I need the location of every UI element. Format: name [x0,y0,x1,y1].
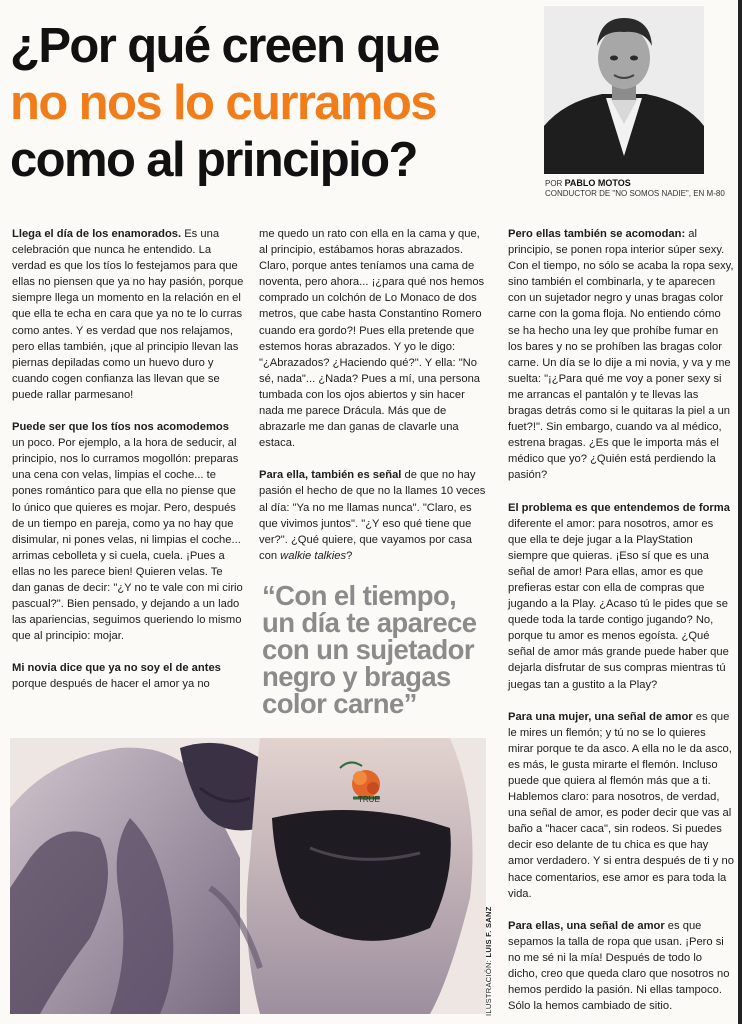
paragraph-text: Es una celebración que nunca he entendido. La verdad es que los tíos lo festejamos para que ellas no piensen que ya no hay pasión, porque siempre llega un momento en la relación en el que ella te echa en cara que ya no te lo curras como antes. Y es verdad que nos relajamos, pero ellas también, ¡que al principio llevan las piernas depiladas como un huevo duro y cuando cogen confianza las llevan que se puede rallar parmesano! [12,228,244,401]
paragraph [259,226,489,451]
paragraph-text: porque después de hacer el amor ya no [12,678,210,691]
paragraph-lead: El problema es que entendemos de forma [508,501,730,514]
headline-line-3: como al principio? [10,133,417,187]
headline-line-2: no nos lo curramos [10,76,436,130]
paragraph-lead: Llega el día de los enamorados. [12,228,182,240]
credit-label: ILUSTRACIÓN: [484,959,493,1016]
headline [10,18,530,189]
paragraph-text: al principio, se ponen ropa interior súper sexy. Con el tiempo, no sólo se acaba la ropa sexy, sino también el combinarla, y te aparecen con un sujetador negro y unas bragas color carne con la goma floja. No entiendo cómo se ha hecho una ley que prohíbe fumar en los bares y no se prohíben las bragas color carne. Un día se lo dije a mi novia, y va y me suelta: "¡¿Para qué me voy a poner sexy si me arrancas el pantalón y te llevas las bragas detrás como si le quitaras la piel a un fuet?!". Sin embargo, cuando va al médico, estrena bragas. ¿Es que le importa más el médico que yo? ¿Quién está perdiendo la pasión? [508,228,734,482]
paragraph [12,226,244,403]
paragraph [508,226,734,484]
paragraph-text: de que no hay pasión el hecho de que no la llames 10 veces al día: "Ya no me llamas nunca". "Claro, es que vivimos juntos". "¿Y eso qué tiene que ver?". ¿Qué quiere, que vayamos por casa con [259,469,486,562]
paragraph-lead: Pero ellas también se acomodan: [508,228,686,240]
paragraph [12,419,244,644]
article-column-2 [259,226,489,580]
paragraph-lead: Para una mujer, una señal de amor [508,710,693,723]
paragraph-text: es que sepamos la talla de ropa que usan. ¡Pero si no me sé ni la mía! Después de todo lo dicho, creo que queda claro que nosotros no hemos perdido la pasión. Ni ellas tampoco. Sólo la hemos cambiado de sitio. [508,919,730,1013]
headline-line-1: ¿Por qué creen que [10,19,439,73]
paragraph-text: es que le mires un flemón; y tú no se lo quieres mirar porque te da asco. A ella no le da asco, es más, le gusta mirarte el flemón. Incluso puede que quiera al flemón más que a ti. Hablemos claro: para nosotros, de verdad, una señal de amor, es poder decir que vas al baño a "hacer caca", sin rodeos. Si puedes decir eso delante de tu chica es que hay amor verdadero. Y si entra después de ti y no hace comentarios, ese amor es para toda la vida. [508,710,734,900]
paragraph-lead: Mi novia dice que ya no soy el de antes [12,662,221,675]
paragraph-text: un poco. Por ejemplo, a la hora de seducir, al principio, nos lo curramos mogollón: preparas una cena con velas, limpias el coche... te pones romántico para que ella no piense que lo único que quieres es mojar. Pero, después de un tiempo en pareja, como ya no hay que disimular, ni pones velas, ni limpias el coche... arrimas cebolleta y si cuela, cuela. ¡Pues a ellas no les parece bien! Quieren velas. Te dan ganas de decir: "¿Y no te vale con mi cirio pascual?". Bien pensado, y dejando a un lado las apariencias, seguimos queriendo lo mismo que al principio: mojar. [12,437,243,643]
byline-por: POR [545,179,563,188]
article-column-3 [508,226,734,1024]
byline [545,178,725,199]
paragraph-italic: walkie talkies [280,549,347,562]
paragraph-end: ? [346,549,353,562]
paragraph-lead: Puede ser que los tíos nos acomodemos [12,421,229,434]
illustration-credit [484,906,493,1016]
pull-quote: “Con el tiempo, un día te aparece con un sujetador negro y bragas color carne” [262,580,477,719]
byline-author-role: CONDUCTOR DE "NO SOMOS NADIE", EN M-80 [545,189,725,198]
paragraph-text: me quedo un rato con ella en la cama y que, al principio, estábamos horas abrazados. Claro, porque antes teníamos una cama de noventa, pero ahora... ¡¿para qué nos hemos comprado un colchón de Lo Monaco de dos metros, que cabe hasta Constantino Romero cuando era gordo?! Pues ella pretende que estemos horas abrazados. Y yo le digo: "¿Abrazados? ¿Haciendo qué?". Y ella: "No sé, nada"... ¿Nada? Pues a mí, una persona tumbada con los ojos abiertos y sin hacer nada me parece Drácula. Más que de abrazarle me dan ganas de clavarle una estaca. [259,228,485,450]
paragraph [508,918,734,1015]
paragraph [259,467,489,564]
paragraph [12,660,244,692]
author-photo [544,6,704,174]
paragraph [508,709,734,902]
paragraph-text: diferente el amor: para nosotros, amor es que ella te deje jugar a la PlayStation siempre que quieras. ¡Eso sí que es una señal de amor! Para ellas, amor es que prefieras estar con ella de compras que jugando a la Play. ¿Acaso tú le pides que se quede toda la tarde contigo jugando? No, porque tu amor es menos egoísta. ¿Qué señal de amor más grande puede haber que dejarla disfrutar de sus compras mientras tú juegas tan a gustito a la Play? [508,517,729,691]
paragraph-lead: Para ellas, una señal de amor [508,919,665,932]
tattoo-text: TRUE [358,795,380,804]
page-edge-rail [738,0,742,1024]
paragraph-lead: Para ella, también es señal [259,469,402,482]
paragraph [508,500,734,693]
credit-name: LUIS F. SANZ [484,906,493,958]
illustration [10,738,486,1014]
byline-author-name: PABLO MOTOS [564,178,631,188]
article-column-1 [12,226,244,709]
